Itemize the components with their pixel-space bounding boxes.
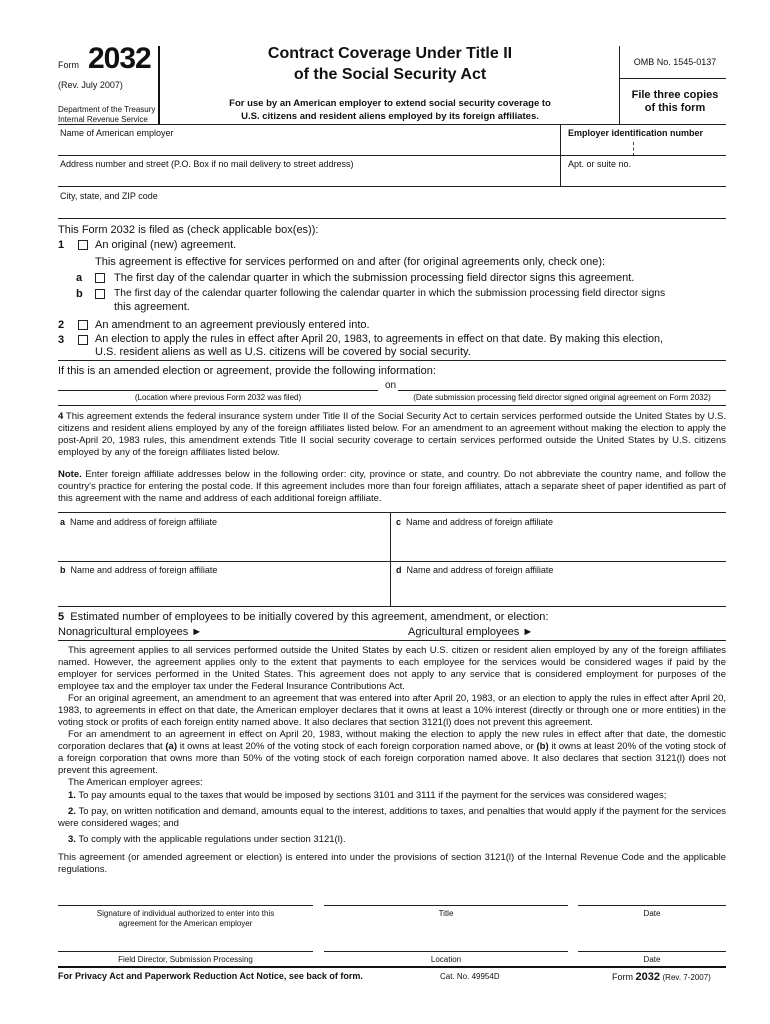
date1-caption: Date — [643, 909, 661, 918]
agree-1: 1. To pay amounts equal to the taxes that would be imposed by sections 3101 and 3111 if the payment for the services was considered wages; — [68, 790, 667, 801]
item1-checkbox[interactable] — [78, 240, 88, 250]
section5-text: 5 Estimated number of employees to be initially covered by this agreement, amendment, or election: — [58, 611, 549, 623]
signature-field[interactable] — [58, 886, 313, 904]
item1-text: An original (new) agreement. — [95, 239, 237, 251]
prior-location-field[interactable] — [60, 378, 374, 390]
form-label: Form — [58, 60, 79, 70]
address-label: Address number and street (P.O. Box if no mail delivery to street address) — [60, 159, 354, 169]
option-a-checkbox[interactable] — [95, 273, 105, 283]
signature-caption-line2: agreement for the American employer — [118, 919, 253, 928]
employer-name-label: Name of American employer — [60, 128, 174, 138]
agrees-text: The American employer agrees: — [68, 777, 203, 788]
footer-form-id: Form 2032 (Rev. 7-2007) — [612, 971, 711, 983]
item2-checkbox[interactable] — [78, 320, 88, 330]
ag-label: Agricultural employees ► — [408, 626, 534, 638]
amended-info-text: If this is an amended election or agreement, provide the following information: — [58, 365, 436, 377]
nonag-label: Nonagricultural employees ► — [58, 626, 203, 638]
title-field[interactable] — [324, 886, 568, 904]
director-caption: Field Director, Submission Processing — [118, 955, 253, 964]
item1-num: 1 — [58, 239, 65, 251]
item2-num: 2 — [58, 319, 65, 331]
affiliate-b-label: b Name and address of foreign affiliate — [60, 565, 218, 575]
option-b-text-line1: The first day of the calendar quarter following the calendar quarter in which the submission processing field director signs — [114, 288, 666, 299]
original-date-field[interactable] — [400, 378, 724, 390]
ein-label: Employer identification number — [568, 128, 704, 138]
address-field[interactable] — [60, 171, 556, 185]
date-caption: (Date submission processing field director signed original agreement on Form 2032) — [413, 393, 711, 402]
on-text: on — [385, 380, 397, 391]
item3-text-line2: U.S. resident aliens as well as U.S. citizens will be covered by social security. — [95, 346, 471, 358]
omb-number: OMB No. 1545-0137 — [633, 57, 717, 67]
apt-field[interactable] — [564, 171, 724, 185]
item3-text-line1: An election to apply the rules in effect after April 20, 1983, to agreements in effect on that date. By making this election, — [95, 333, 663, 345]
note-label: Note. — [58, 469, 82, 480]
agree-3: 3. To comply with the applicable regulations under section 3121(l). — [68, 834, 346, 845]
location-field[interactable] — [324, 932, 568, 950]
affiliate-d-label: d Name and address of foreign affiliate — [396, 565, 554, 575]
section4-text — [58, 411, 726, 459]
section4-num: 4 — [58, 411, 64, 422]
employer-name-field[interactable] — [60, 140, 556, 155]
affiliate-a-field[interactable] — [60, 530, 386, 560]
dept-line2: Internal Revenue Service — [58, 115, 148, 124]
item2-text: An amendment to an agreement previously entered into. — [95, 319, 370, 331]
option-a-text: The first day of the calendar quarter in which the submission processing field director signs this agreement. — [114, 272, 635, 284]
agree-2: 2. To pay, on written notification and demand, amounts equal to the interest, additions to taxes, and penalties that would apply if the payment for the services were considered wages; and — [58, 806, 727, 829]
date1-field[interactable] — [578, 886, 726, 904]
a-label: a — [76, 272, 83, 284]
location-caption: (Location where previous Form 2032 was filed) — [134, 393, 302, 402]
body-p2: For an original agreement, an amendment to an agreement that was entered into after April 20, 1983, or an election to apply the rules in effect after April 20, 1983, to agreements in effect on that date, the American employer declares that it owns at least a 10% interest (directly or through one or more entities) in the voting stock or profits of each foreign entity named above. It also declares that section 3121(l) does not prevent this agreement. — [58, 693, 726, 728]
director-signature-field[interactable] — [58, 932, 313, 950]
option-b-text-line2: this agreement. — [114, 301, 190, 313]
ag-employees-field[interactable] — [540, 626, 724, 638]
cat-number: Cat. No. 49954D — [440, 972, 500, 981]
note-body: Enter foreign affiliate addresses below in the following order: city, province or state, and country. Do not abbreviate the country name, and follow the country's practice for entering the postal code. If this agreement includes more than four foreign affiliates, attach a separate sheet of paper identified as part of this agreement with the name and address of each additional foreign affiliate. — [58, 469, 726, 504]
dept-line1: Department of the Treasury — [58, 105, 156, 114]
affiliate-b-field[interactable] — [60, 578, 386, 605]
note-text — [58, 469, 726, 505]
title-line1: Contract Coverage Under Title II — [267, 45, 513, 62]
city-label: City, state, and ZIP code — [60, 191, 158, 201]
body-p3: For an amendment to an agreement in effect on April 20, 1983, without making the election to apply the new rules in effect after that date, the domestic corporation declares that (a) it owns at least 20% of the voting stock of each foreign corporation named above, or (b) it owns at least 20% of the voting stock of a foreign corporation that owns more than 50% of the voting stock of each foreign corporation named above. It also declares that section 3121(l) does not prevent this agreement. — [58, 729, 727, 776]
affiliate-c-field[interactable] — [394, 530, 724, 560]
subtitle-line2: U.S. citizens and resident aliens employed by its foreign affiliates. — [241, 111, 539, 122]
item3-num: 3 — [58, 334, 65, 346]
subtitle-line1: For use by an American employer to extend social security coverage to — [229, 98, 551, 109]
filing-intro: This Form 2032 is filed as (check applicable box(es)): — [58, 224, 319, 236]
closing-text: This agreement (or amended agreement or election) is entered into under the provisions of section 3121(l) of the Internal Revenue Code and the applicable regulations. — [58, 852, 726, 875]
apt-label: Apt. or suite no. — [568, 159, 632, 169]
section4-body: This agreement extends the federal insurance system under Title II of the Social Security Act to certain services performed outside the United States by U.S. citizens and resident aliens employed by any of the foreign affiliates listed below. For an amendment to an agreement without making the election to apply the post-April 20, 1983 rules, this amendment extends Title II social security coverage to certain services performed outside the United States by U.S. citizens employed by any of the foreign affiliates listed below. — [58, 411, 726, 458]
privacy-notice: For Privacy Act and Paperwork Reduction Act Notice, see back of form. — [58, 971, 363, 981]
option-b-checkbox[interactable] — [95, 289, 105, 299]
date2-caption: Date — [643, 955, 661, 964]
effective-text: This agreement is effective for services performed on and after (for original agreements only, check one): — [95, 256, 606, 268]
city-field[interactable] — [60, 203, 724, 217]
copies-line2: of this form — [644, 102, 706, 114]
affiliate-a-label: a Name and address of foreign affiliate — [60, 517, 217, 527]
form-number: 2032 — [88, 42, 151, 75]
title-caption: Title — [438, 909, 454, 918]
affiliate-d-field[interactable] — [394, 578, 724, 605]
revision: (Rev. July 2007) — [58, 80, 123, 90]
b-label: b — [76, 288, 83, 300]
date2-field[interactable] — [578, 932, 726, 950]
location-caption: Location — [430, 955, 462, 964]
affiliate-c-label: c Name and address of foreign affiliate — [396, 517, 553, 527]
nonag-employees-field[interactable] — [198, 626, 394, 638]
title-line2: of the Social Security Act — [293, 66, 487, 83]
body-p1: This agreement applies to all services performed outside the United States by each U.S. citizen or resident alien employed by any of the foreign affiliates named. However, the agreement applies only to the extent that payments to each employee for the services would be considered wages if paid by the employer for services performed in the United States. This agreement does not apply to any service that is considered employment for purposes of the employee tax and the employer tax under the Federal Insurance Contributions Act. — [58, 645, 726, 692]
ein-field[interactable] — [564, 140, 724, 155]
copies-line1: File three copies — [631, 89, 719, 101]
item3-checkbox[interactable] — [78, 335, 88, 345]
signature-caption-line1: Signature of individual authorized to enter into this — [96, 909, 275, 918]
